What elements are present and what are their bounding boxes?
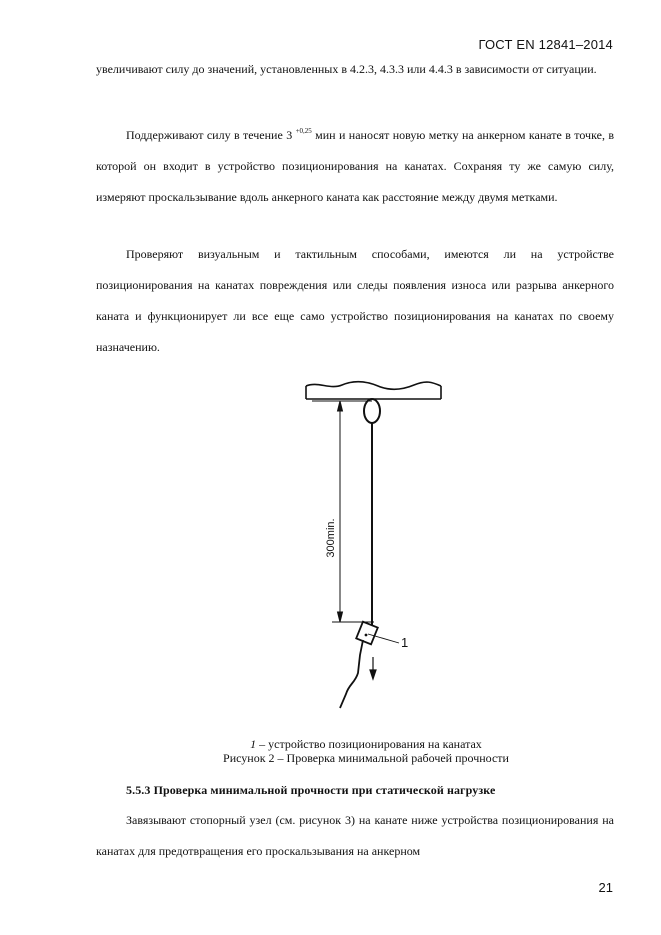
hold-force-text-start: Поддерживают силу в течение 3 — [126, 128, 293, 142]
figure-title: Рисунок 2 – Проверка минимальной рабочей прочности — [223, 751, 509, 765]
standard-designation: ГОСТ EN 12841–2014 — [478, 37, 613, 52]
hold-force-text-end: мин и наносят новую метку на анкерном канате в точке, в которой он входит в устройство позиционирования на канатах. Сохраняя ту же самую силу, измеряют проскальзывание вдоль анкерного каната как расстояние между двумя метками. — [96, 128, 614, 204]
legend-text: – устройство позиционирования на канатах — [256, 737, 482, 751]
page-number: 21 — [598, 880, 613, 895]
paragraph-stopper-knot: Завязывают стопорный узел (см. рисунок 3) на канате ниже устройства позиционирования на канатах для предотвращения его проскальзывания на анкерном — [96, 813, 614, 858]
rope-tail — [340, 640, 363, 708]
anchor-eye — [364, 399, 380, 423]
dimension-label: 300min. — [325, 518, 337, 558]
dimension-300mm — [312, 401, 374, 622]
load-arrow — [370, 657, 376, 679]
callout-number: 1 — [401, 635, 409, 650]
document-header — [478, 37, 613, 52]
figure-legend — [96, 737, 636, 751]
legend-number: 1 — [250, 737, 257, 751]
section-heading: 5.5.3 Проверка минимальной прочности при статической нагрузке — [126, 783, 496, 797]
figure-2-diagram — [0, 378, 661, 718]
paragraph-hold-force — [96, 116, 614, 213]
paragraph-force-values: увеличивают силу до значений, установленных в 4.2.3, 4.3.3 или 4.4.3 в зависимости от ситуации. — [96, 62, 597, 76]
time-tolerance: +0,25 — [295, 127, 312, 135]
ceiling-beam — [306, 382, 441, 399]
paragraph-visual-check: Проверяют визуальным и тактильным способами, имеются ли на устройстве позиционирования на канатах повреждения или следы появления износа или разрыва анкерного каната и функционирует ли все еще само устройство позиционирования на канатах по своему назначению. — [96, 247, 614, 354]
